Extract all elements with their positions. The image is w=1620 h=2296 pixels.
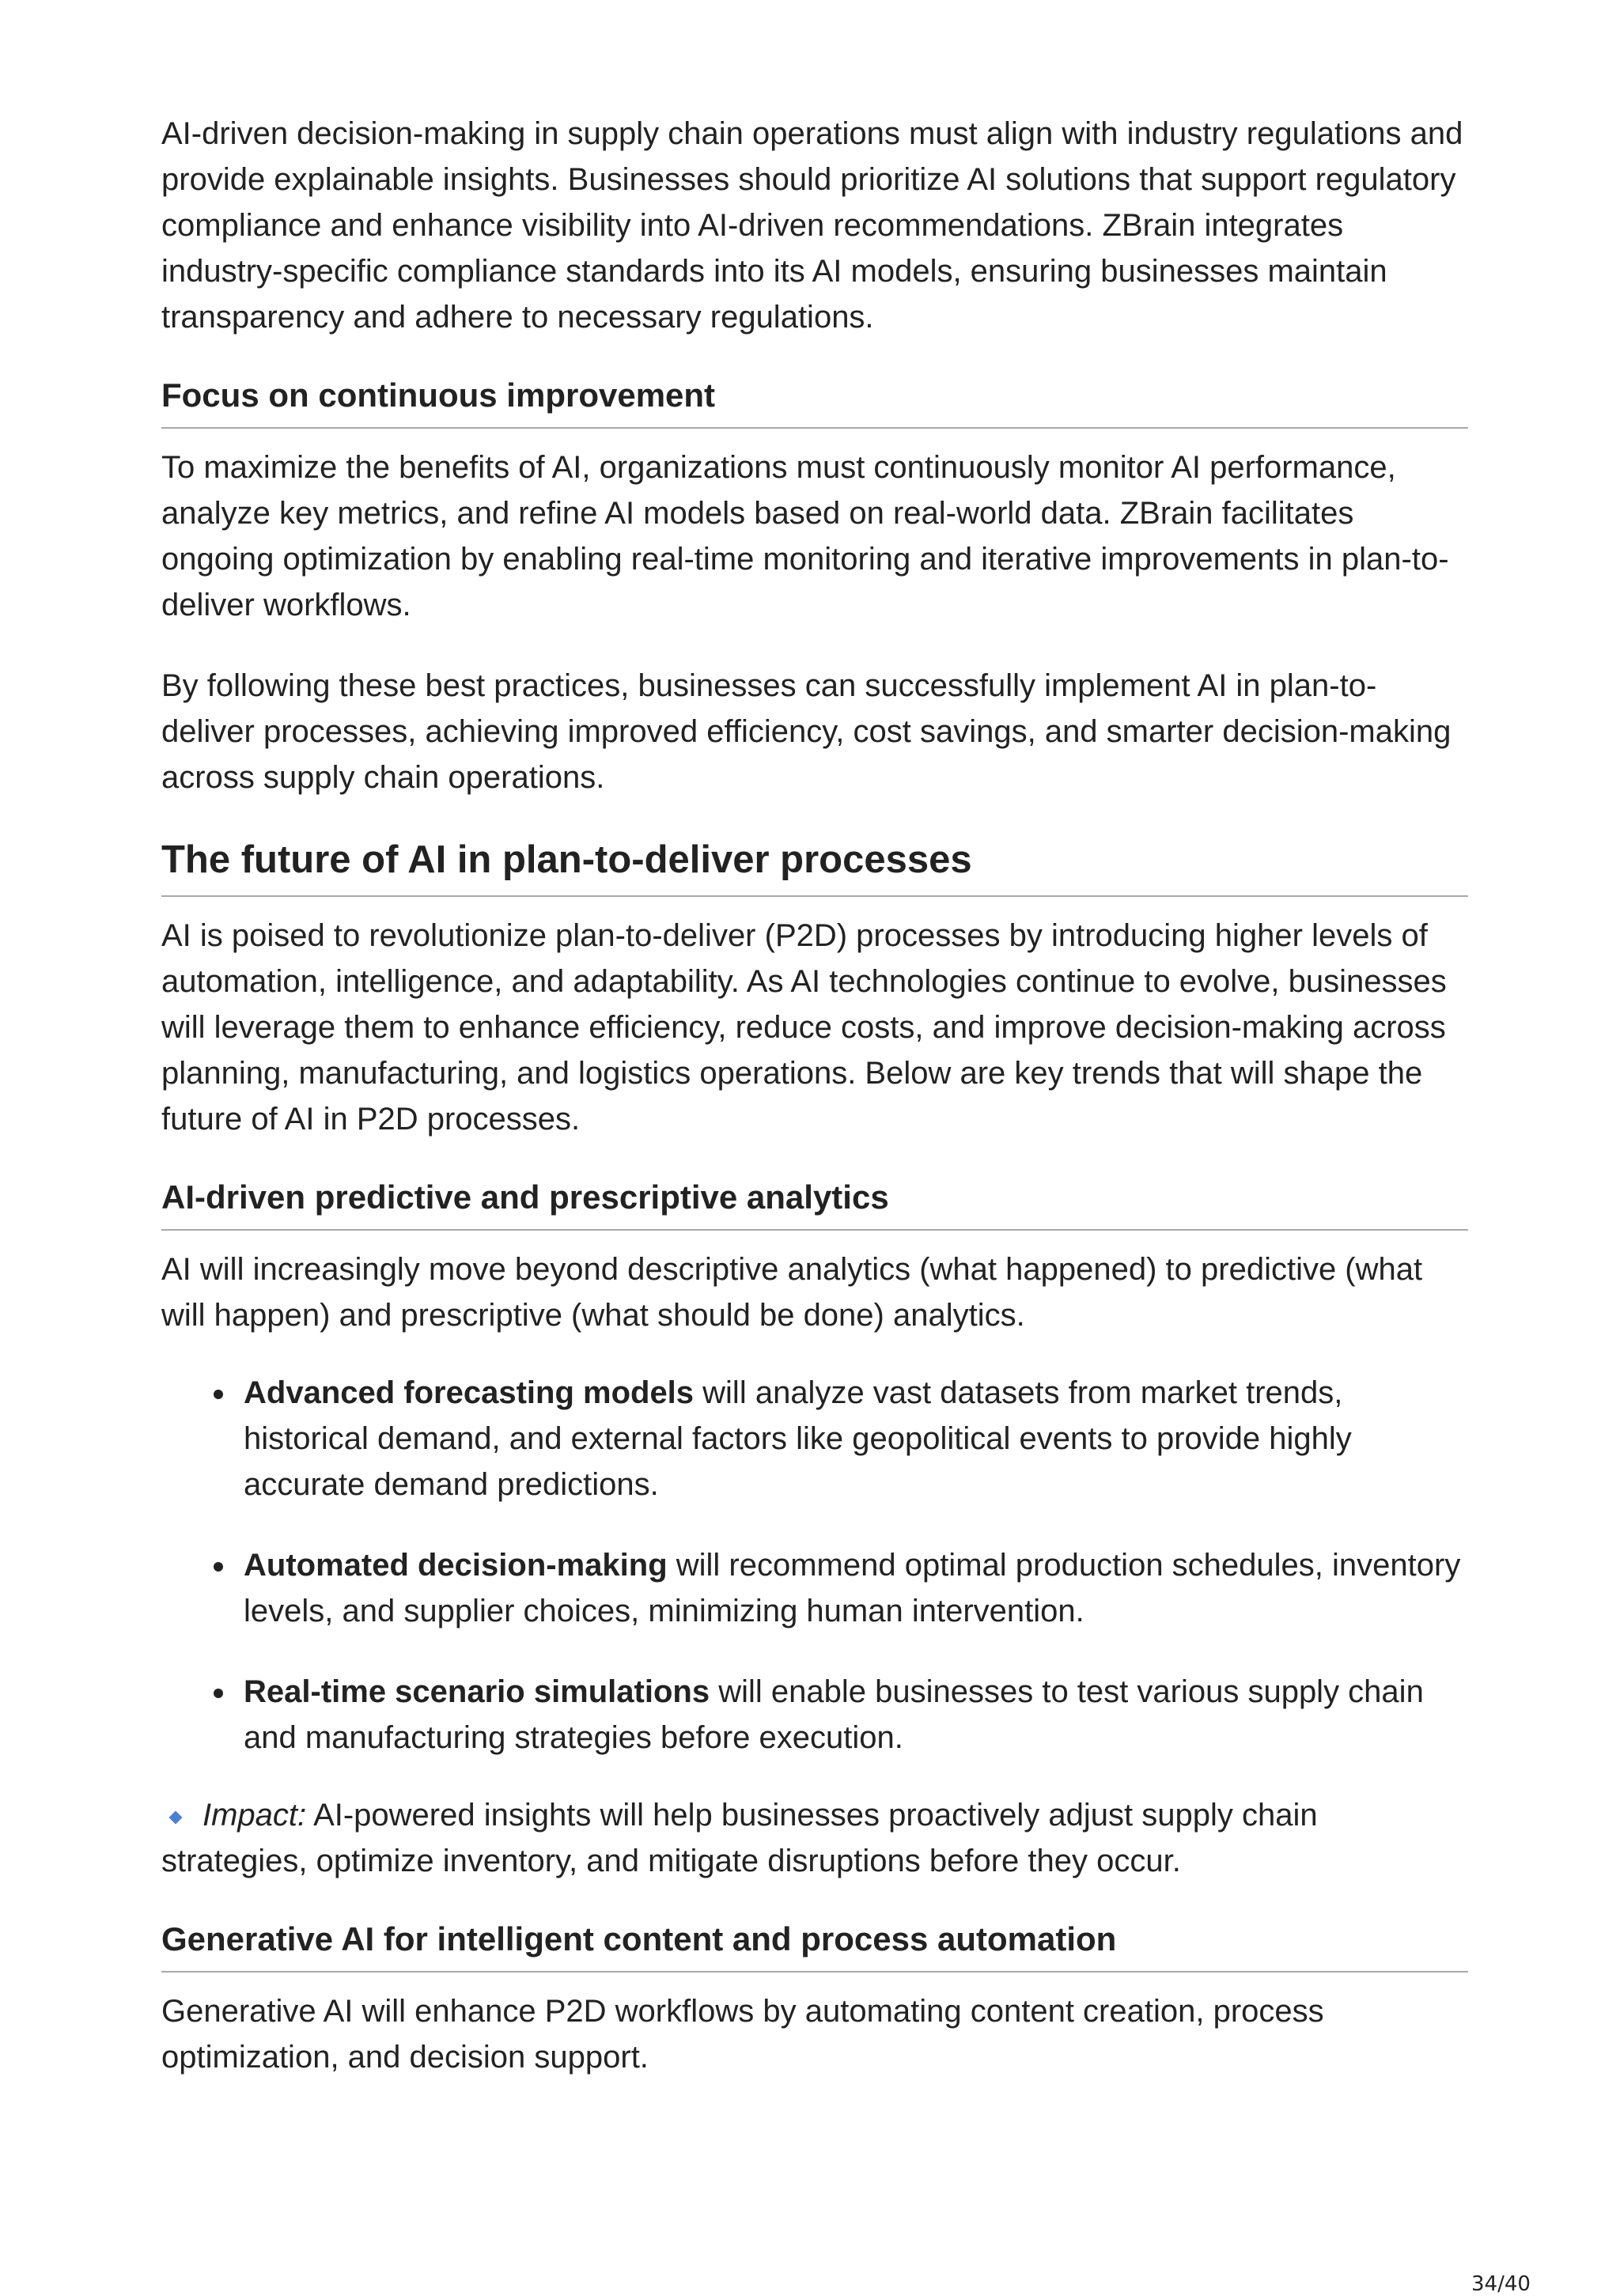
future-section-heading: The future of AI in plan-to-deliver processes [161,835,1468,897]
bullet-bold-term: Real-time scenario simulations [244,1674,710,1709]
continuous-improvement-heading: Focus on continuous improvement [161,373,1468,429]
future-section-paragraph: AI is poised to revolutionize plan-to-deliver (P2D) processes by introducing higher levels of automation, intelligence, and adaptability. As AI technologies continue to evolve, businesses will leverage them to enhance efficiency, reduce costs, and improve decision-making across planning, manufacturing, and logistics operations. Below are key trends that will shape the future of AI in P2D processes. [161,918,1447,1137]
bullet-text: will analyze vast datasets from market trends, historical demand, and external factors like geopolitical events to provide highly accurate demand predictions. [244,1375,1352,1502]
impact-paragraph [161,1792,1468,1884]
generative-section-heading: Generative AI for intelligent content and process automation [161,1917,1468,1973]
predictive-section-paragraph: AI will increasingly move beyond descriptive analytics (what happened) to predictive (what will happen) and prescriptive (what should be done) analytics. [161,1252,1423,1333]
bullet-text: will enable businesses to test various supply chain and manufacturing strategies before execution. [244,1674,1424,1755]
bullet-bold-term: Advanced forecasting models [244,1375,695,1410]
continuous-improvement-paragraph-1: To maximize the benefits of AI, organizations must continuously monitor AI performance, analyze key metrics, and refine AI models based on real-world data. ZBrain facilitates ongoing optimization by enabling real-time monitoring and iterative improvements in plan-to-deliver workflows. [161,450,1449,622]
bullet-bold-term: Automated decision-making [244,1548,668,1583]
small-blue-diamond-icon [169,1811,183,1825]
predictive-bullet-list [161,1370,1468,1761]
bullet-text: will recommend optimal production schedules, inventory levels, and supplier choices, minimizing human intervention. [244,1548,1461,1628]
page-number: 34/40 [1471,2272,1531,2296]
list-item [244,1669,1468,1761]
intro-paragraph: AI-driven decision-making in supply chain operations must align with industry regulations and provide explainable insights. Businesses should prioritize AI solutions that support regulatory compliance and enhance visibility into AI-driven recommendations. ZBrain integrates industry-specific compliance standards into its AI models, ensuring businesses maintain transparency and adhere to necessary regulations. [161,116,1463,335]
continuous-improvement-paragraph-2: By following these best practices, businesses can successfully implement AI in plan-to-deliver processes, achieving improved efficiency, cost savings, and smarter decision-making across supply chain operations. [161,668,1452,795]
list-item [244,1370,1468,1507]
generative-section-paragraph: Generative AI will enhance P2D workflows by automating content creation, process optimization, and decision support. [161,1994,1324,2075]
list-item [244,1542,1468,1634]
impact-label: Impact: [202,1798,307,1833]
impact-text: AI-powered insights will help businesses proactively adjust supply chain strategies, optimize inventory, and mitigate disruptions before they occur. [161,1798,1318,1878]
predictive-section-heading: AI-driven predictive and prescriptive analytics [161,1175,1468,1231]
document-body [161,111,1468,2080]
